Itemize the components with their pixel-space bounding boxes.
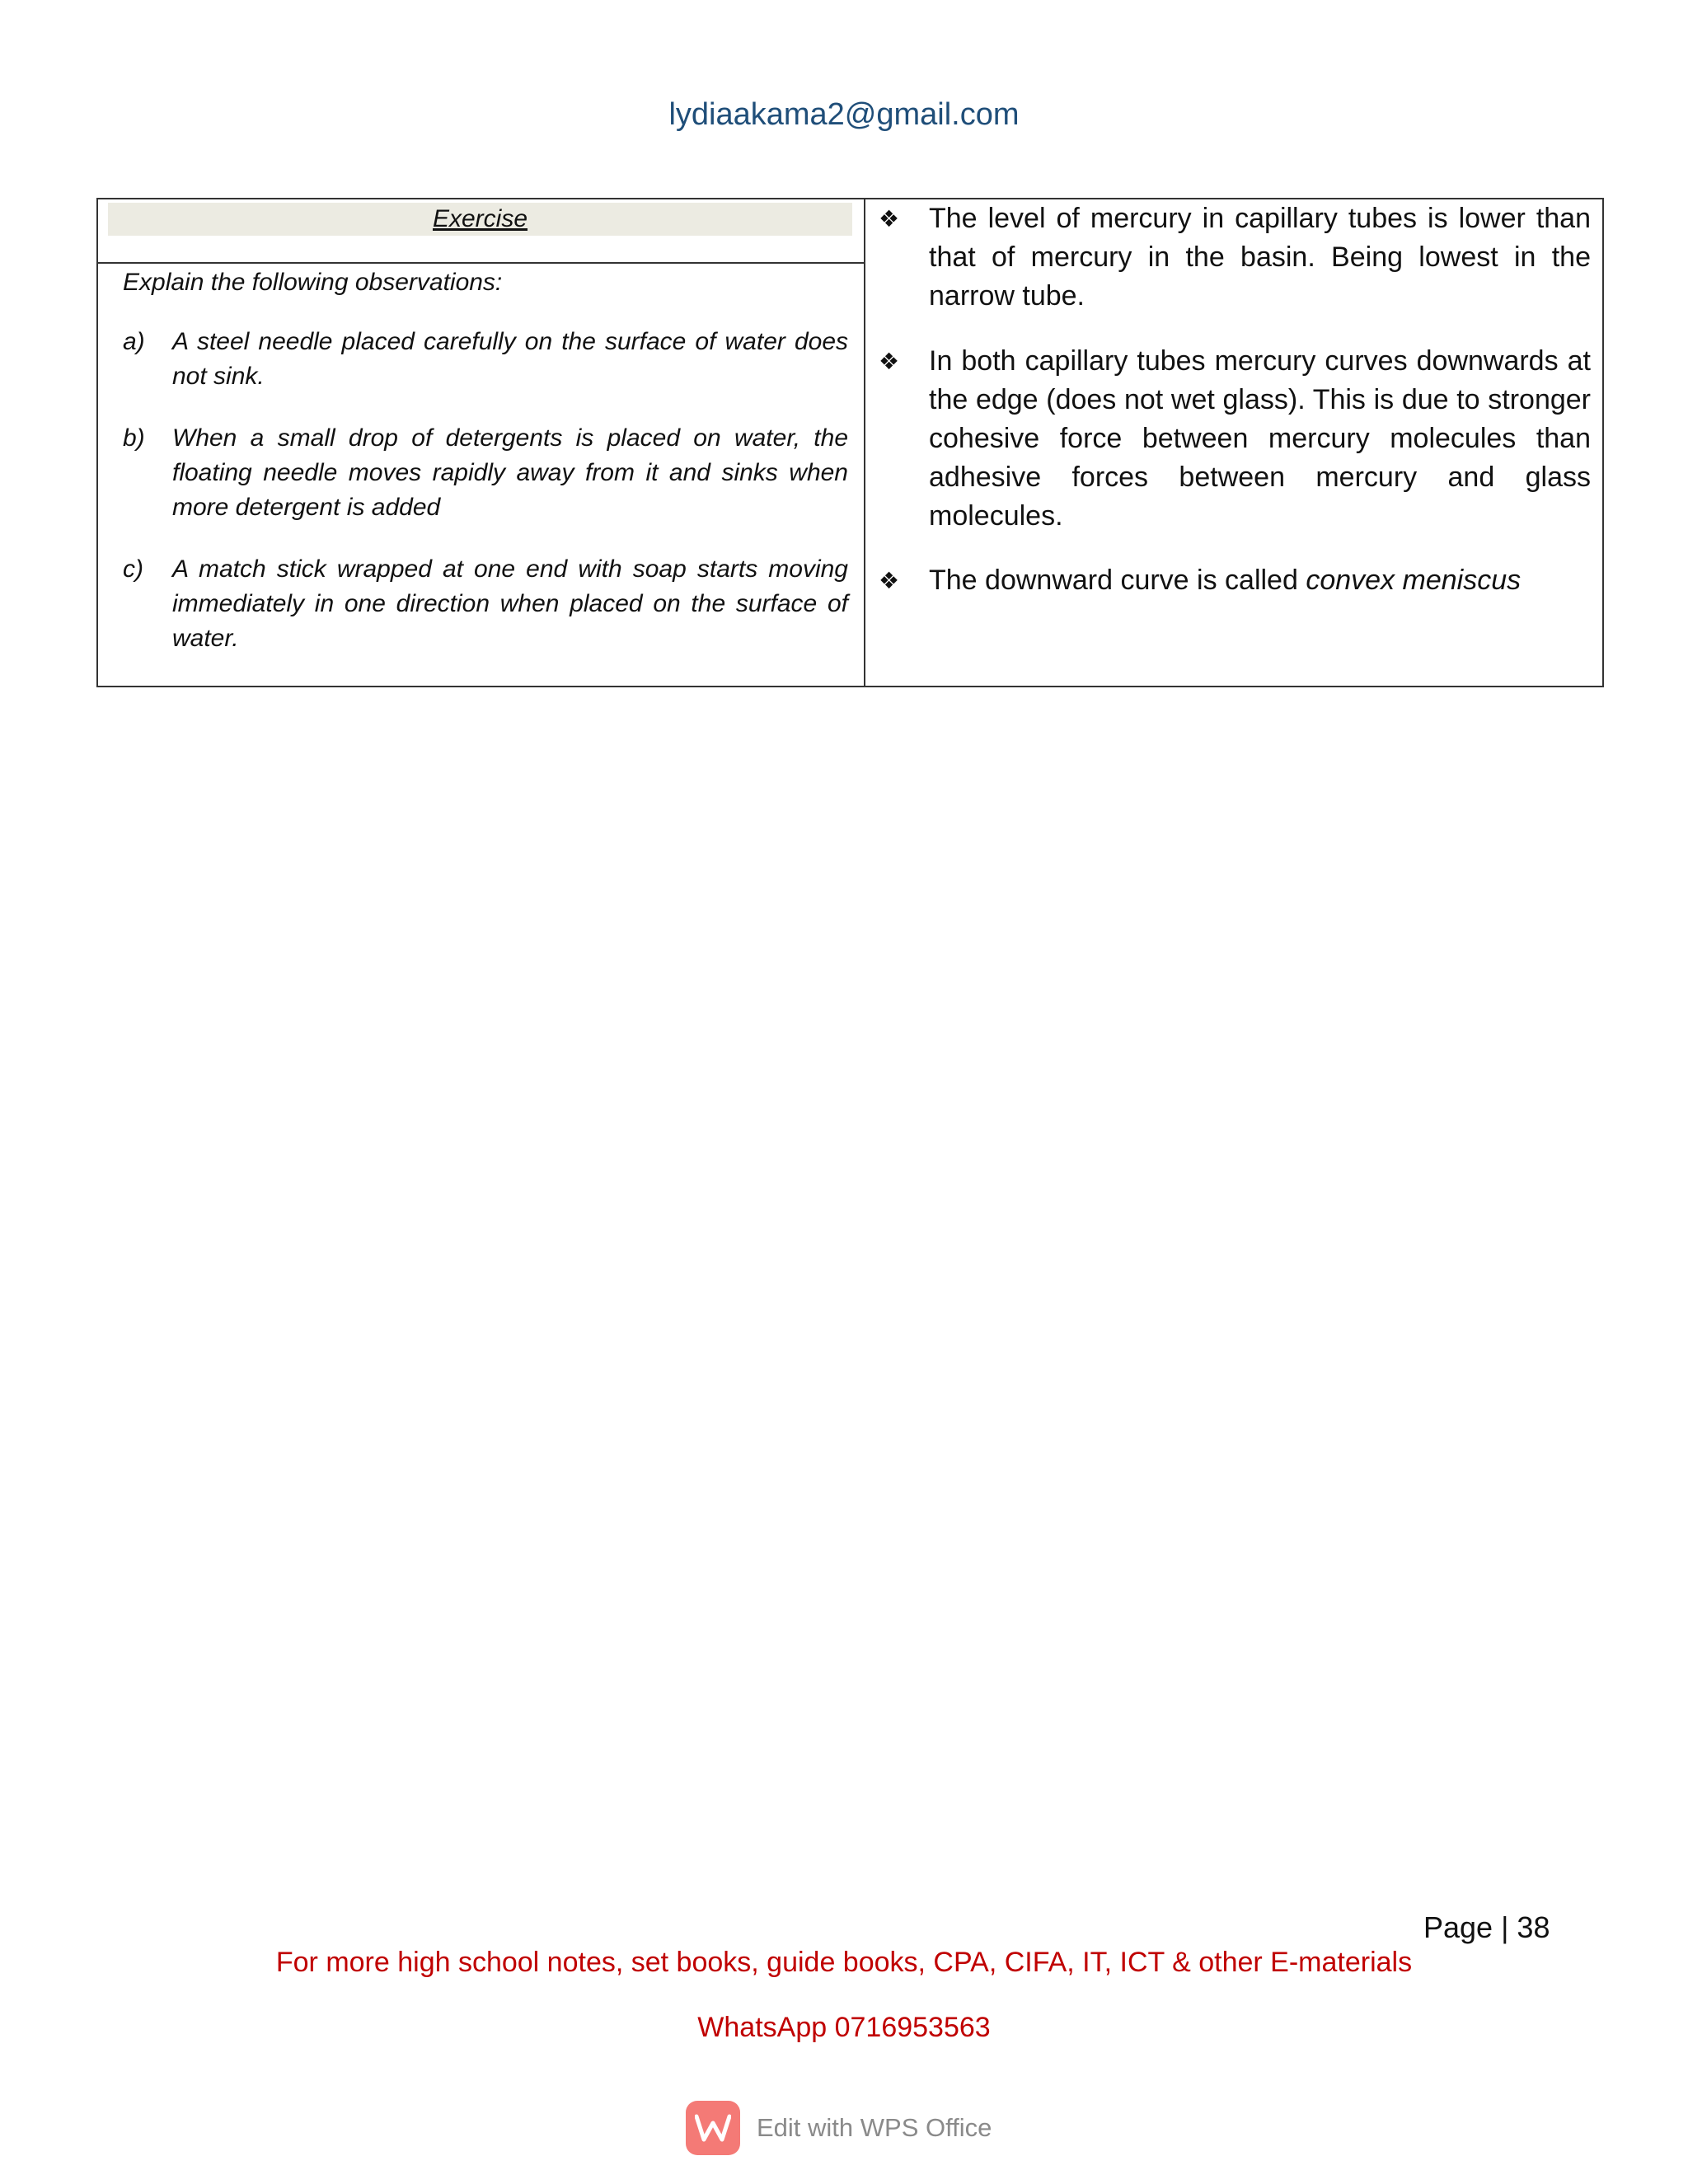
heading-divider: [98, 262, 864, 264]
note-item-1: [865, 199, 1591, 316]
exercise-item-c: [123, 552, 848, 656]
note-text: The level of mercury in capillary tubes is lower than that of mercury in the basin. Being lowest in the narrow tube.: [929, 203, 1591, 312]
item-letter: a): [123, 328, 145, 355]
header-email: lydiaakama2@gmail.com: [668, 97, 1020, 132]
note-text-plain: The downward curve is called: [929, 565, 1306, 596]
edit-with-wps-button[interactable]: [686, 2100, 992, 2156]
diamond-bullet-icon: ❖: [879, 206, 900, 232]
diamond-bullet-icon: ❖: [879, 349, 900, 374]
exercise-heading: Exercise: [108, 203, 852, 236]
notes-column: [865, 199, 1604, 686]
whatsapp-contact: WhatsApp 0716953563: [697, 2012, 991, 2043]
diamond-bullet-icon: ❖: [879, 568, 900, 593]
promo-text: For more high school notes, set books, guide books, CPA, CIFA, IT, ICT & other E-materials: [275, 1947, 1413, 1978]
item-text: When a small drop of detergents is placed on water, the floating needle moves rapidly away from it and sinks when more detergent is added: [172, 424, 848, 521]
exercise-item-a: [123, 325, 848, 394]
item-text: A steel needle placed carefully on the surface of water does not sink.: [172, 328, 848, 390]
exercise-item-b: [123, 421, 848, 525]
item-letter: c): [123, 555, 143, 583]
note-item-2: [865, 342, 1591, 536]
wps-w-icon: [686, 2101, 740, 2155]
note-item-3: [865, 561, 1591, 600]
exercise-intro: Explain the following observations:: [123, 269, 503, 296]
note-emphasis: convex meniscus: [1306, 565, 1522, 596]
wps-label: Edit with WPS Office: [757, 2113, 992, 2142]
page-number: Page | 38: [1423, 1910, 1550, 1944]
note-text: In both capillary tubes mercury curves downwards at the edge (does not wet glass). This is due to stronger cohesive force between mercury molecules than adhesive forces between mercury and glass molecules.: [929, 345, 1591, 532]
exercise-column: [98, 199, 864, 686]
note-text: [929, 561, 1591, 600]
content-table: [96, 198, 1604, 687]
item-text: A match stick wrapped at one end with soap starts moving immediately in one direction when placed on the surface of water.: [172, 555, 848, 652]
item-letter: b): [123, 424, 145, 452]
